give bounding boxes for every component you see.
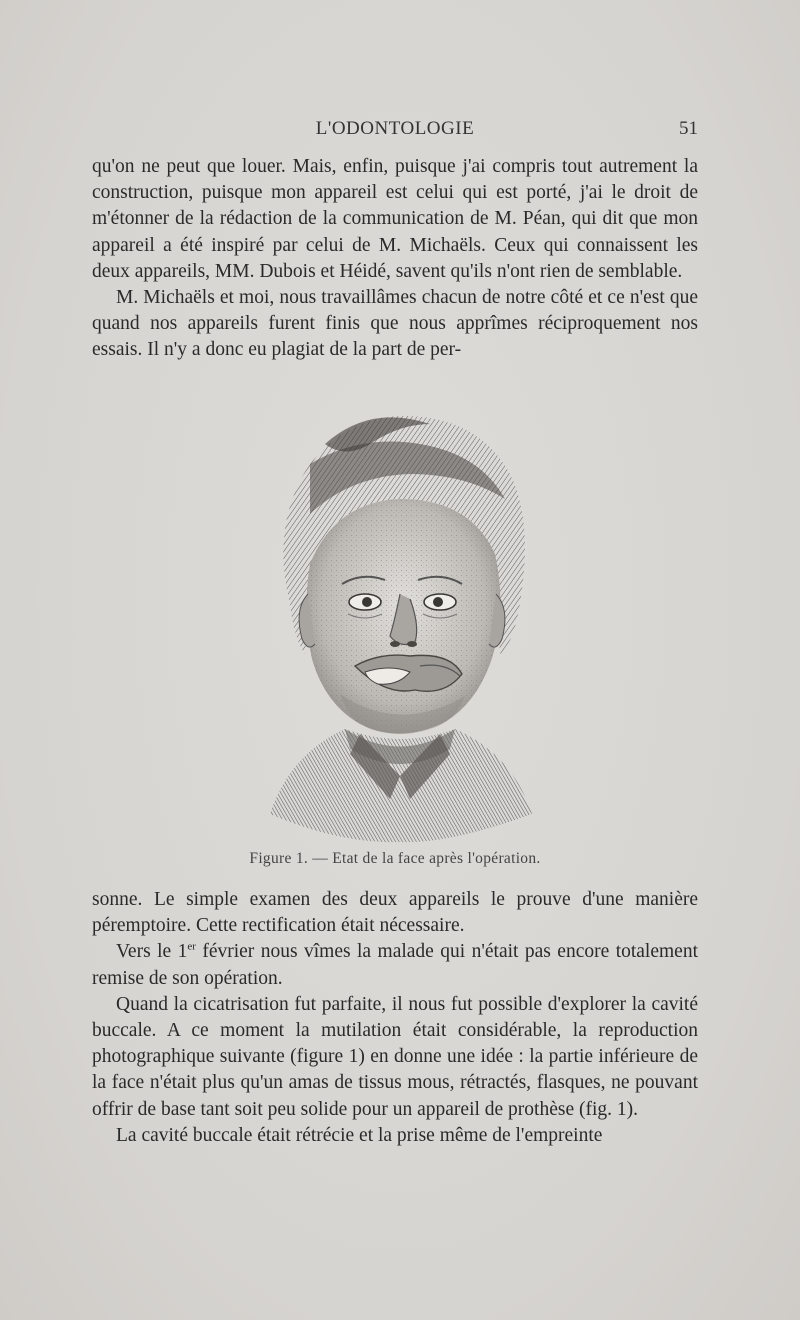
figure-caption: Figure 1. — Etat de la face après l'opération. [249, 850, 541, 867]
running-title: L'ODONTOLOGIE [315, 118, 475, 139]
running-head [92, 118, 698, 142]
paragraph: Quand la cicatrisation fut parfaite, il nous fut possible d'explorer la cavité buccale. A ce moment la mutilation était considérable, la reproduction photographique suivante (figure 1) en donne une idée : la partie inférieure de la face n'était plus qu'un amas de tissus mous, rétractés, flasques, ne pouvant offrir de base tant soit peu solide pour un appareil de prothèse (fig. 1). [92, 993, 698, 1120]
paragraph: sonne. Le simple examen des deux appareils le prouve d'une manière péremptoire. Cette rectification était nécessaire. [92, 889, 698, 937]
paragraph: qu'on ne peut que louer. Mais, enfin, puisque j'ai compris tout autrement la construction, puisque mon appareil est celui qui est porté, j'ai le droit de m'étonner de la rédaction de la communication de M. Péan, qui dit que mon appareil a été inspiré par celui de M. Michaëls. Ceux qui connaissent les deux appareils, MM. Dubois et Héidé, savent qu'ils n'ont rien de semblable. [92, 156, 698, 282]
paragraph: M. Michaëls et moi, nous travaillâmes chacun de notre côté et ce n'est que quand nos appareils furent finis que nous apprîmes réciproquement nos essais. Il n'y a donc eu plagiat de la part de per- [92, 287, 698, 361]
paragraph-text: Vers le 1 [116, 941, 188, 963]
page-number: 51 [679, 118, 698, 139]
body-text-bottom [92, 887, 698, 1149]
figure-engraving [250, 404, 550, 844]
paragraph [92, 939, 698, 991]
paragraph: La cavité buccale était rétrécie et la prise même de l'empreinte [116, 1124, 603, 1146]
paragraph-text: février nous vîmes la malade qui n'était pas encore totalement remise de son opération. [92, 941, 698, 989]
body-text-top [92, 154, 698, 364]
superscript: er [187, 940, 196, 953]
